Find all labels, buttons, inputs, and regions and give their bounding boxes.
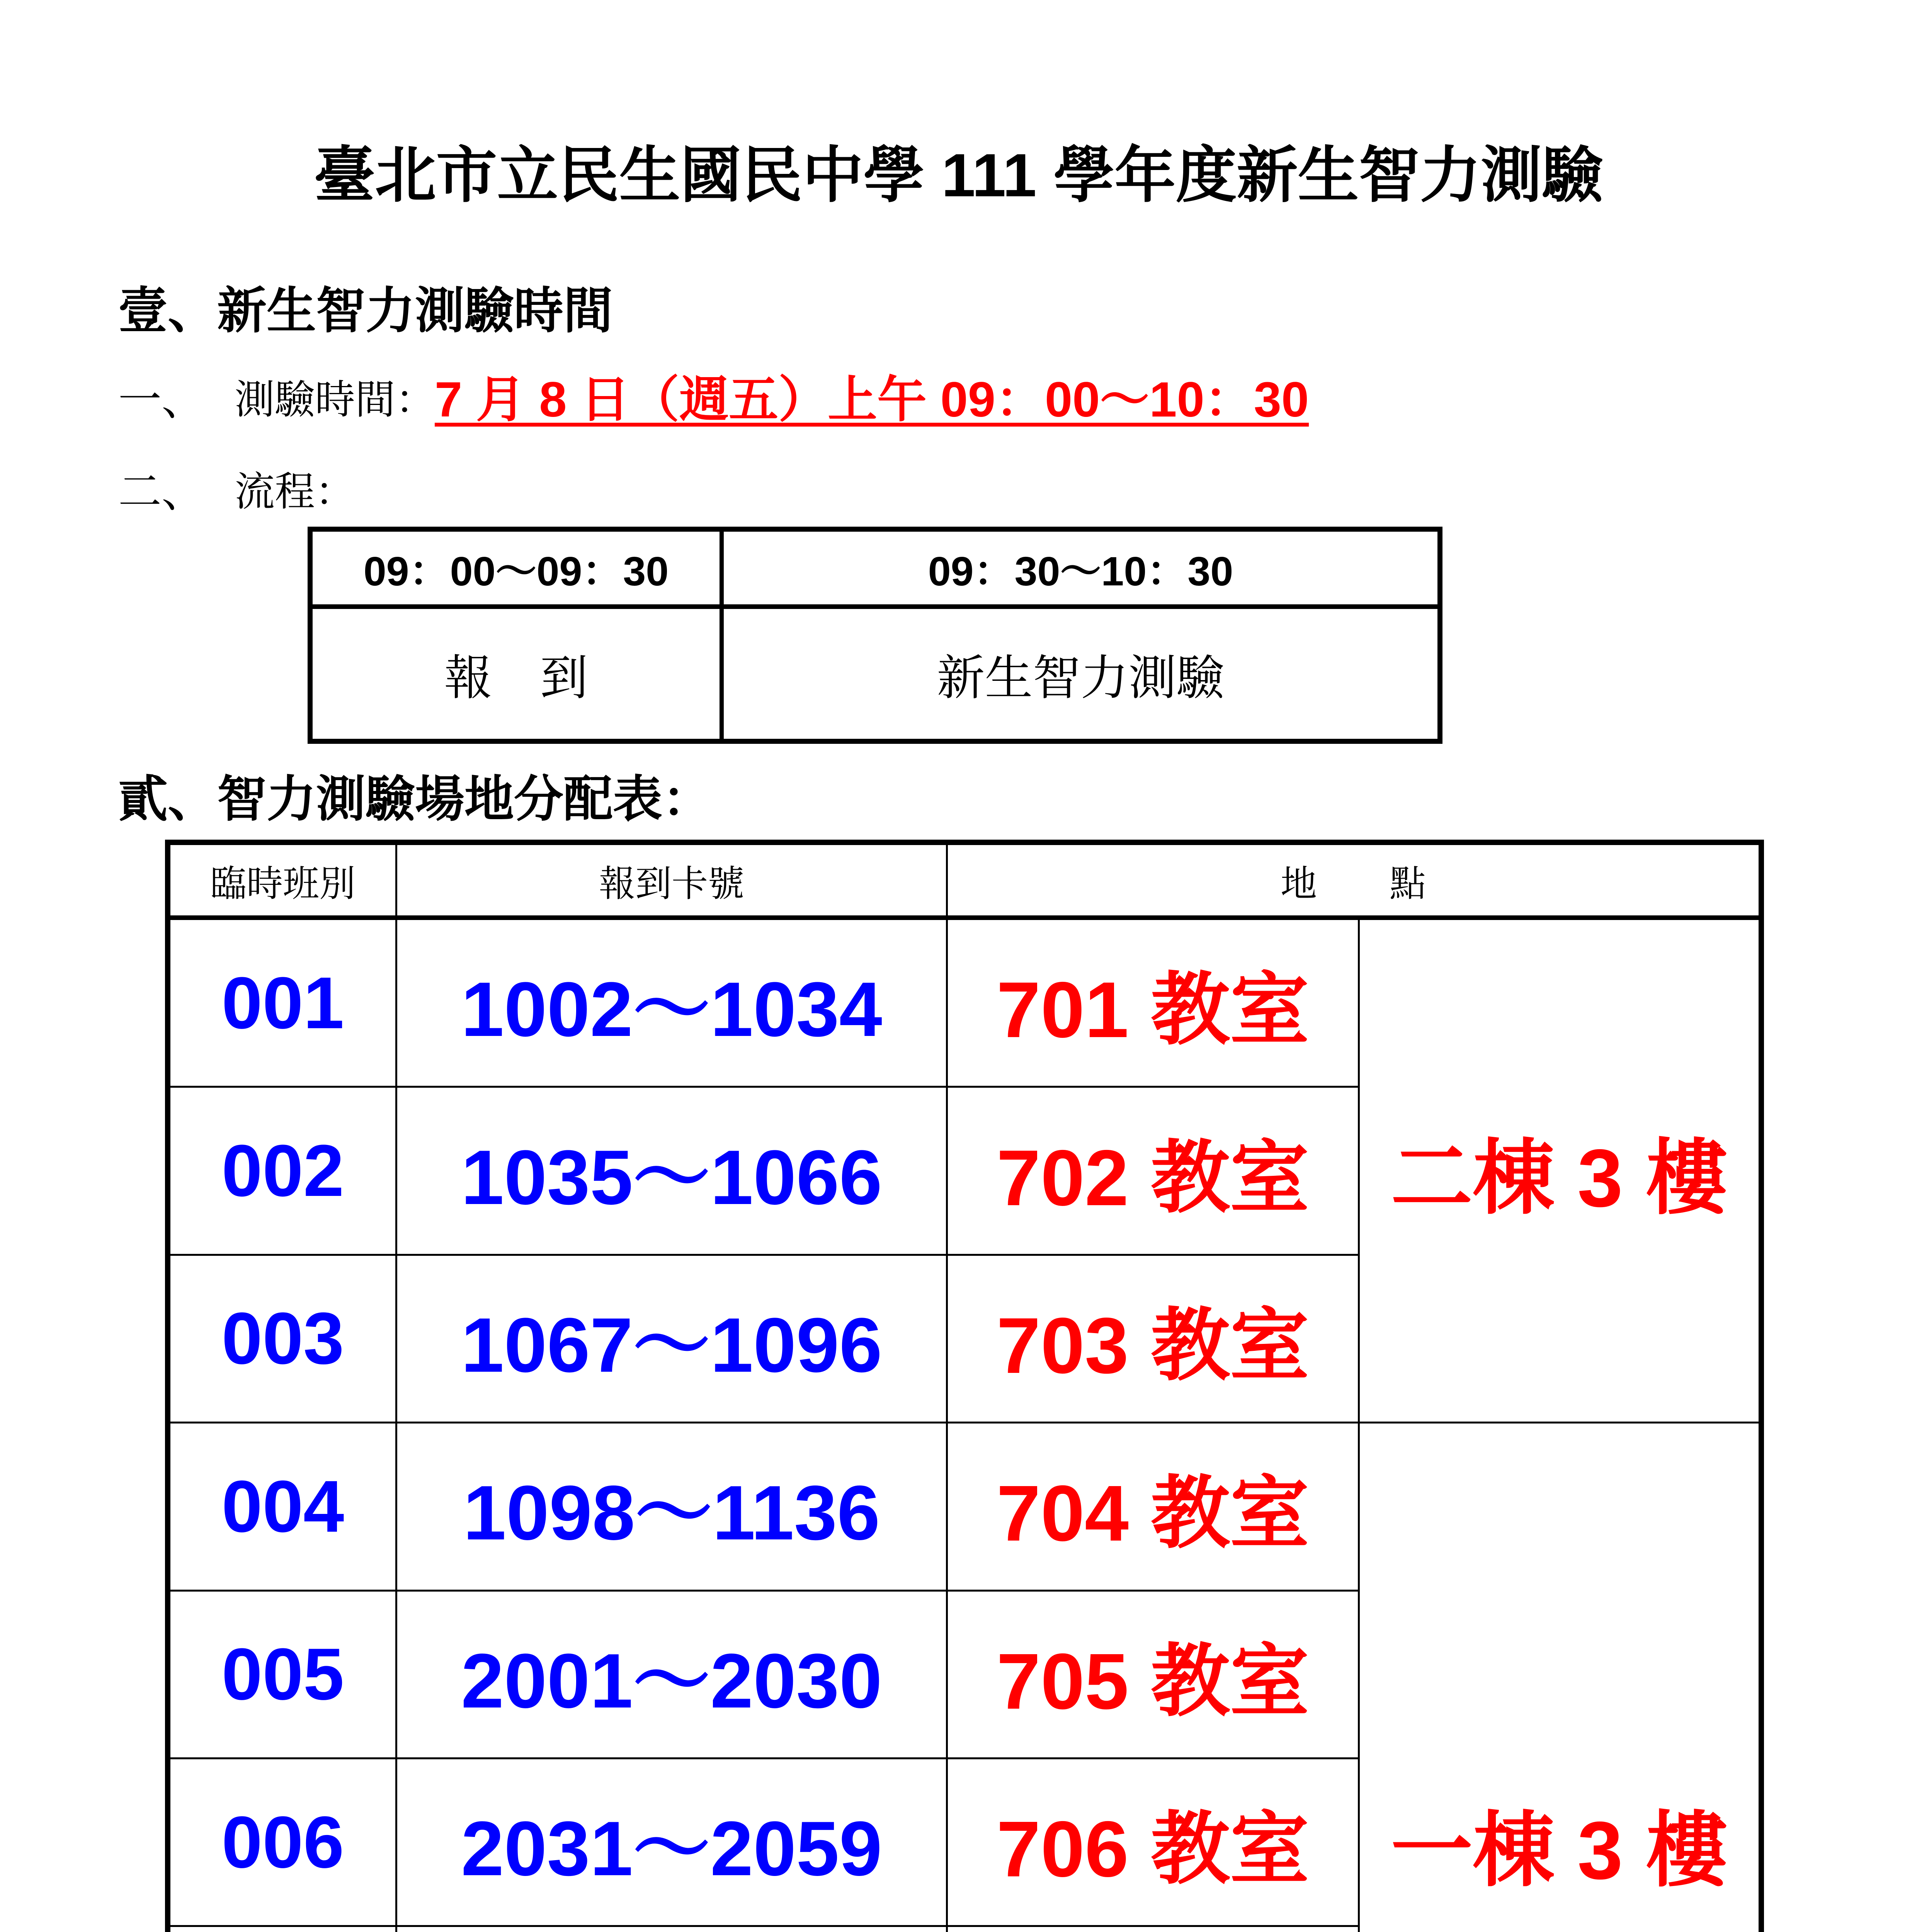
card-range-cell: 2001～2030 [397,1592,948,1759]
card-range-cell: 1035～1066 [397,1088,948,1255]
building-cell-lower: 一棟 3 樓 [1391,1804,1728,1896]
section2-heading: 貳、智力測驗場地分配表： [118,772,712,827]
card-range-cell [397,1927,948,1932]
room-cell [948,1927,1360,1932]
item-marker: 二、 [118,468,205,516]
test-time-label: 測驗時間： [235,378,436,422]
process-label: 流程： [235,469,356,514]
card-range-cell: 1067～1096 [397,1256,948,1423]
room-cell: 702 教室 [948,1088,1360,1255]
room-cell: 706 教室 [948,1759,1360,1927]
process-table [308,527,1442,744]
process-step-test: 新生智力測驗 [937,651,1225,705]
venue-allocation-table [165,840,1764,1932]
class-number-cell: 006 [170,1759,397,1927]
building-cell-upper: 二棟 3 樓 [1360,920,1759,1423]
test-time-line [0,373,1917,427]
process-time-slot-2: 09：30～10：30 [724,532,1437,609]
test-time-value: 7 月 8 日（週五）上午 09：00～10：30 [435,372,1309,427]
item-marker: 一、 [118,376,205,424]
column-header-class: 臨時班別 [170,845,397,920]
room-cell: 705 教室 [948,1592,1360,1759]
section1-heading: 壹、新生智力測驗時間 [118,283,613,338]
process-time-slot-1: 09：00～09：30 [313,532,724,609]
class-number-cell [170,1927,397,1932]
card-range-cell: 1098～1136 [397,1423,948,1591]
class-number-cell: 003 [170,1256,397,1423]
process-line [0,465,1917,519]
page-title: 臺北市立民生國民中學 111 學年度新生智力測驗 [314,141,1603,209]
column-header-card-range: 報到卡號 [397,845,948,920]
process-step-checkin: 報 到 [313,609,724,739]
class-number-cell: 005 [170,1592,397,1759]
room-cell: 704 教室 [948,1423,1360,1591]
card-range-cell: 2031～2059 [397,1759,948,1927]
class-number-cell: 004 [170,1423,397,1591]
room-cell: 703 教室 [948,1256,1360,1423]
class-number-cell: 001 [170,920,397,1088]
column-header-location: 地 點 [948,845,1759,920]
card-range-cell: 1002～1034 [397,920,948,1088]
class-number-cell: 002 [170,1088,397,1255]
room-cell: 701 教室 [948,920,1360,1088]
